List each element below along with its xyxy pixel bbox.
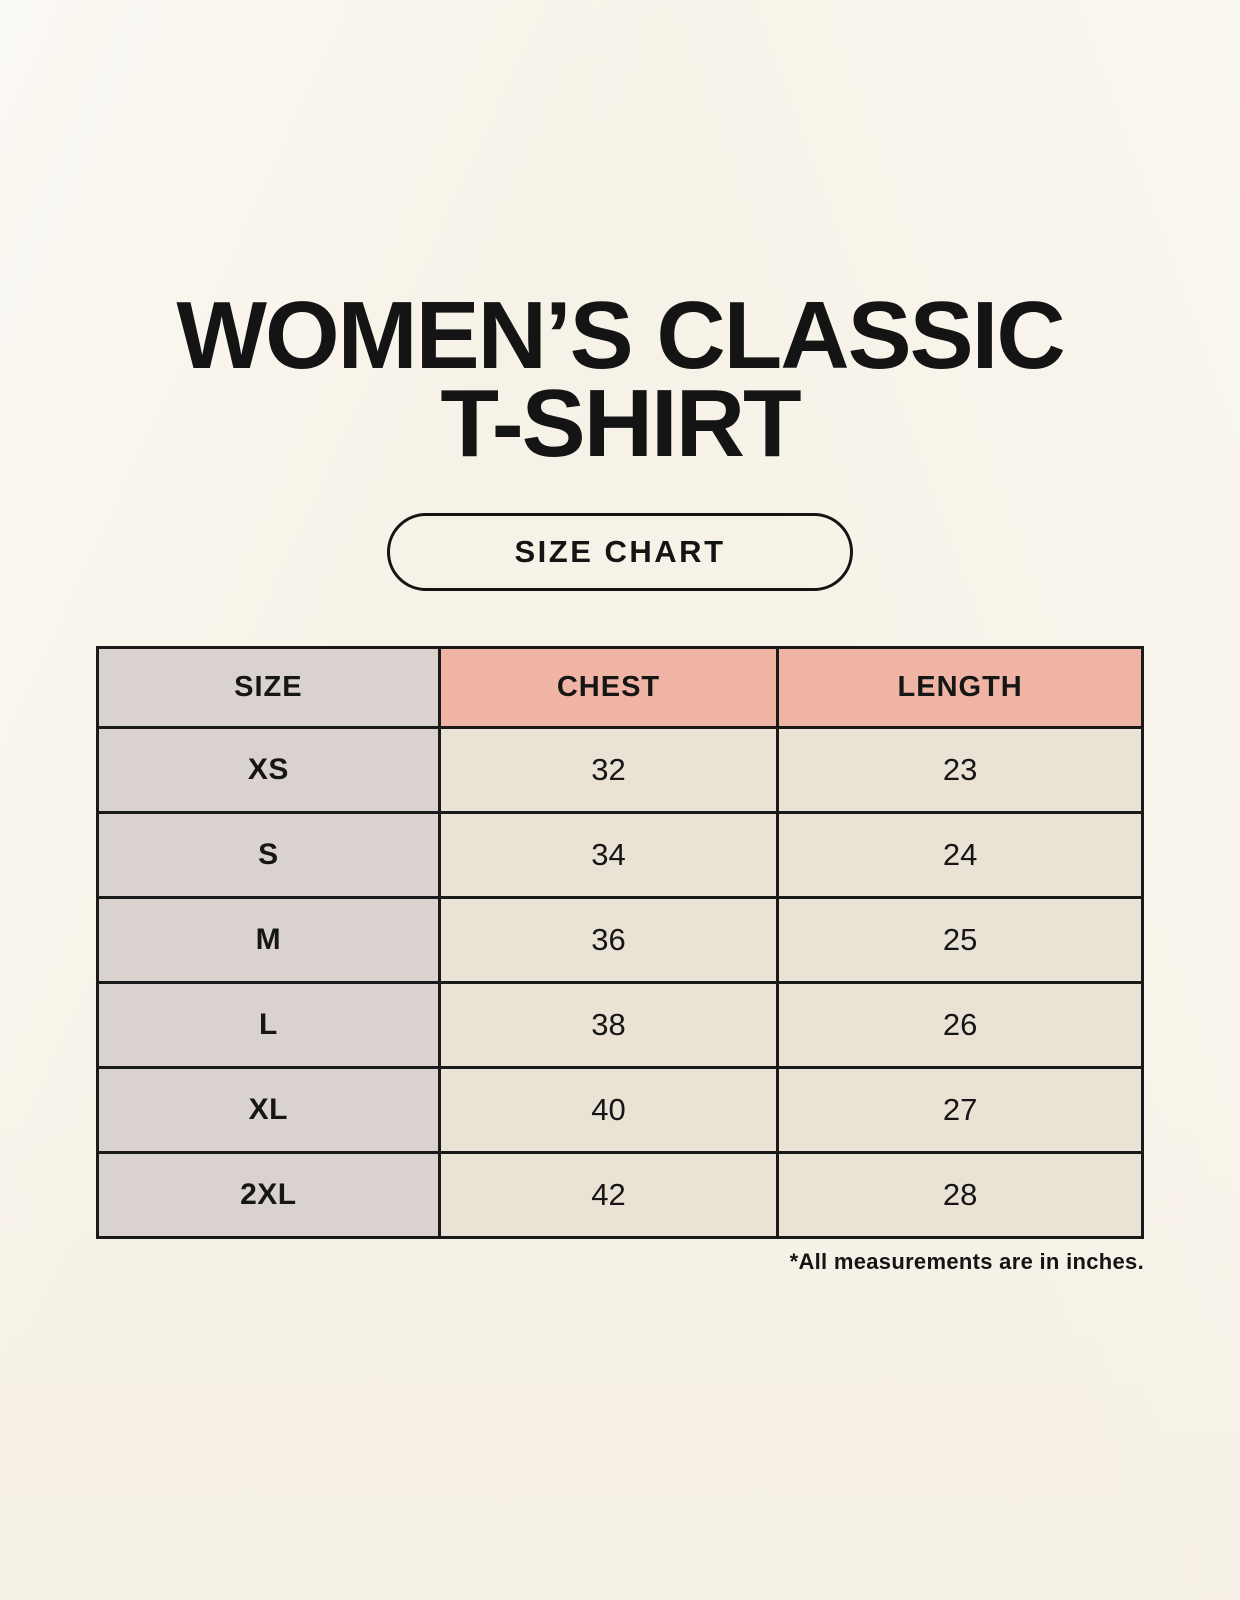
size-table-body: [98, 727, 1143, 1237]
table-row: [98, 727, 1143, 812]
size-table-container: [96, 646, 1144, 1239]
column-header-size: SIZE: [98, 647, 440, 727]
chest-value-cell: 36: [439, 897, 778, 982]
table-row: [98, 1067, 1143, 1152]
table-row: [98, 1152, 1143, 1237]
column-header-length: LENGTH: [778, 647, 1143, 727]
chest-value-cell: 34: [439, 812, 778, 897]
size-label-cell: L: [98, 982, 440, 1067]
table-row: [98, 812, 1143, 897]
chest-value-cell: 40: [439, 1067, 778, 1152]
length-value-cell: 28: [778, 1152, 1143, 1237]
header-row: [98, 647, 1143, 727]
table-row: [98, 897, 1143, 982]
size-table: [96, 646, 1144, 1239]
page-title-line1: WOMEN’S CLASSIC: [176, 282, 1064, 389]
size-label-cell: M: [98, 897, 440, 982]
size-label-cell: XL: [98, 1067, 440, 1152]
chest-value-cell: 32: [439, 727, 778, 812]
size-chart-badge[interactable]: SIZE CHART: [387, 513, 853, 591]
size-label-cell: XS: [98, 727, 440, 812]
column-header-chest: CHEST: [439, 647, 778, 727]
length-value-cell: 23: [778, 727, 1143, 812]
length-value-cell: 27: [778, 1067, 1143, 1152]
table-row: [98, 982, 1143, 1067]
badge-container: [0, 513, 1240, 591]
length-value-cell: 25: [778, 897, 1143, 982]
chest-value-cell: 42: [439, 1152, 778, 1237]
page-title-line2: T-SHIRT: [440, 370, 800, 478]
measurements-footnote: *All measurements are in inches.: [789, 1248, 1144, 1274]
page-title: [0, 0, 1240, 478]
size-label-cell: 2XL: [98, 1152, 440, 1237]
length-value-cell: 24: [778, 812, 1143, 897]
size-table-header: [98, 647, 1143, 727]
size-label-cell: S: [98, 812, 440, 897]
length-value-cell: 26: [778, 982, 1143, 1067]
chest-value-cell: 38: [439, 982, 778, 1067]
